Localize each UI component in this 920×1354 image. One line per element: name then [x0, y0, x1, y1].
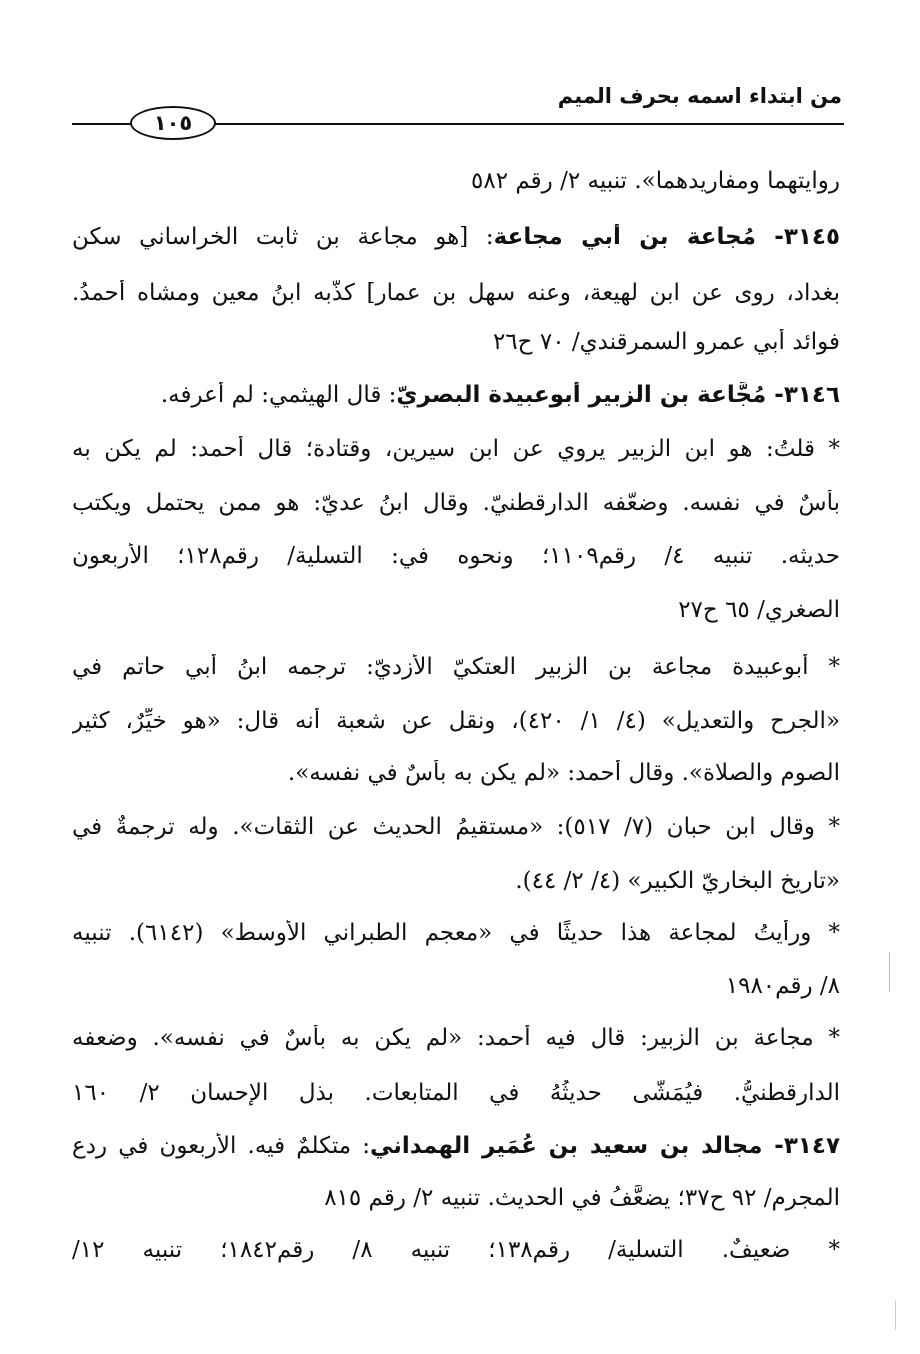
- text-segment: : قال الهيثمي: لم أعرفه.: [160, 382, 397, 408]
- header-rule-left: [72, 123, 132, 125]
- scan-artifact: [895, 1300, 896, 1330]
- running-header-title: من ابتداء اسمه بحرف الميم: [557, 84, 842, 108]
- text-segment: روايتهما ومفاريدهما». تنبيه ٢/ رقم ٥٨٢: [470, 168, 840, 194]
- text-line: [72, 1080, 840, 1106]
- text-line: [72, 280, 840, 306]
- text-segment: ٨/ رقم١٩٨٠: [725, 973, 840, 999]
- text-line: [72, 1025, 840, 1051]
- text-segment: المجرم/ ٩٢ ح٣٧؛ يضعَّفُ في الحديث. تنبيه ٢/ رقم ٨١٥: [324, 1185, 840, 1211]
- text-segment: بأسٌ في نفسه. وضعّفه الدارقطنيّ. وقال ابنُ عديّ: هو ممن يحتمل ويكتب: [72, 490, 840, 516]
- text-line: [72, 654, 840, 680]
- text-segment: * أبوعبيدة مجاعة بن الزبير العتكيّ الأزديّ: ترجمه ابنُ أبي حاتم في: [72, 654, 840, 680]
- text-segment: بغداد، روى عن ابن لهيعة، وعنه سهل بن عمار] كذَّبه ابنُ معين ومشاه أحمدُ.: [72, 280, 840, 306]
- text-segment: * ورأيتُ لمجاعة هذا حديثًا في «معجم الطبراني الأوسط» (٦١٤٢). تنبيه: [72, 920, 840, 946]
- text-line: [72, 382, 840, 408]
- text-segment: حديثه. تنبيه ٤/ رقم١١٠٩؛ ونحوه في: التسلية/ رقم١٢٨؛ الأربعون: [72, 543, 840, 569]
- text-line: [72, 973, 840, 999]
- text-line: [72, 436, 840, 462]
- text-line: [72, 329, 840, 355]
- text-line: [72, 490, 840, 516]
- entry-heading: ٣١٤٦- مُجَّاعة بن الزبير أبوعبيدة البصريّ: [396, 382, 840, 408]
- text-segment: الدارقطنيُّ. فيُمَشَّى حديثُهُ في المتابعات. بذل الإحسان ٢/ ١٦٠: [72, 1080, 840, 1106]
- scan-artifact: [889, 952, 890, 992]
- text-segment: الصوم والصلاة». وقال أحمد: «لم يكن به بأسٌ في نفسه».: [287, 760, 840, 786]
- text-line: [72, 168, 840, 194]
- header-rule-right: [214, 123, 844, 125]
- text-line: [72, 1185, 840, 1211]
- entry-heading: ٣١٤٧- مجالد بن سعيد بن عُمَير الهمداني: [369, 1133, 840, 1159]
- text-line: [72, 1237, 840, 1263]
- text-line: [72, 814, 840, 840]
- text-segment: «الجرح والتعديل» (٤/ ١/ ٤٢٠)، ونقل عن شعبة أنه قال: «هو خيِّرٌ، كثير: [72, 708, 840, 734]
- text-segment: «تاريخ البخاريّ الكبير» (٤/ ٢/ ٤٤).: [515, 868, 840, 894]
- text-line: [72, 868, 840, 894]
- text-line: [72, 708, 840, 734]
- text-line: [72, 760, 840, 786]
- text-segment: * قلتُ: هو ابن الزبير يروي عن ابن سيرين، وقتادة؛ قال أحمد: لم يكن به: [72, 436, 840, 462]
- page-number-badge: ١٠٥: [130, 106, 216, 140]
- text-line: [72, 597, 840, 623]
- text-segment: : [هو مجاعة بن ثابت الخراساني سكن: [72, 224, 494, 250]
- text-line: [72, 224, 840, 250]
- text-segment: : متكلمٌ فيه. الأربعون في ردع: [72, 1133, 370, 1159]
- text-segment: * مجاعة بن الزبير: قال فيه أحمد: «لم يكن به بأسٌ في نفسه». وضعفه: [72, 1025, 840, 1051]
- text-segment: الصغري/ ٦٥ ح٢٧: [678, 597, 840, 623]
- text-line: [72, 920, 840, 946]
- text-segment: * وقال ابن حبان (٧/ ٥١٧): «مستقيمُ الحديث عن الثقات». وله ترجمةٌ في: [72, 814, 840, 840]
- text-segment: * ضعيفٌ. التسلية/ رقم١٣٨؛ تنبيه ٨/ رقم١٨٤٢؛ تنبيه ١٢/: [72, 1237, 840, 1263]
- entry-heading: ٣١٤٥- مُجاعة بن أبي مجاعة: [493, 224, 840, 250]
- text-line: [72, 1133, 840, 1159]
- text-line: [72, 543, 840, 569]
- text-segment: فوائد أبي عمرو السمرقندي/ ٧٠ ح٢٦: [492, 329, 840, 355]
